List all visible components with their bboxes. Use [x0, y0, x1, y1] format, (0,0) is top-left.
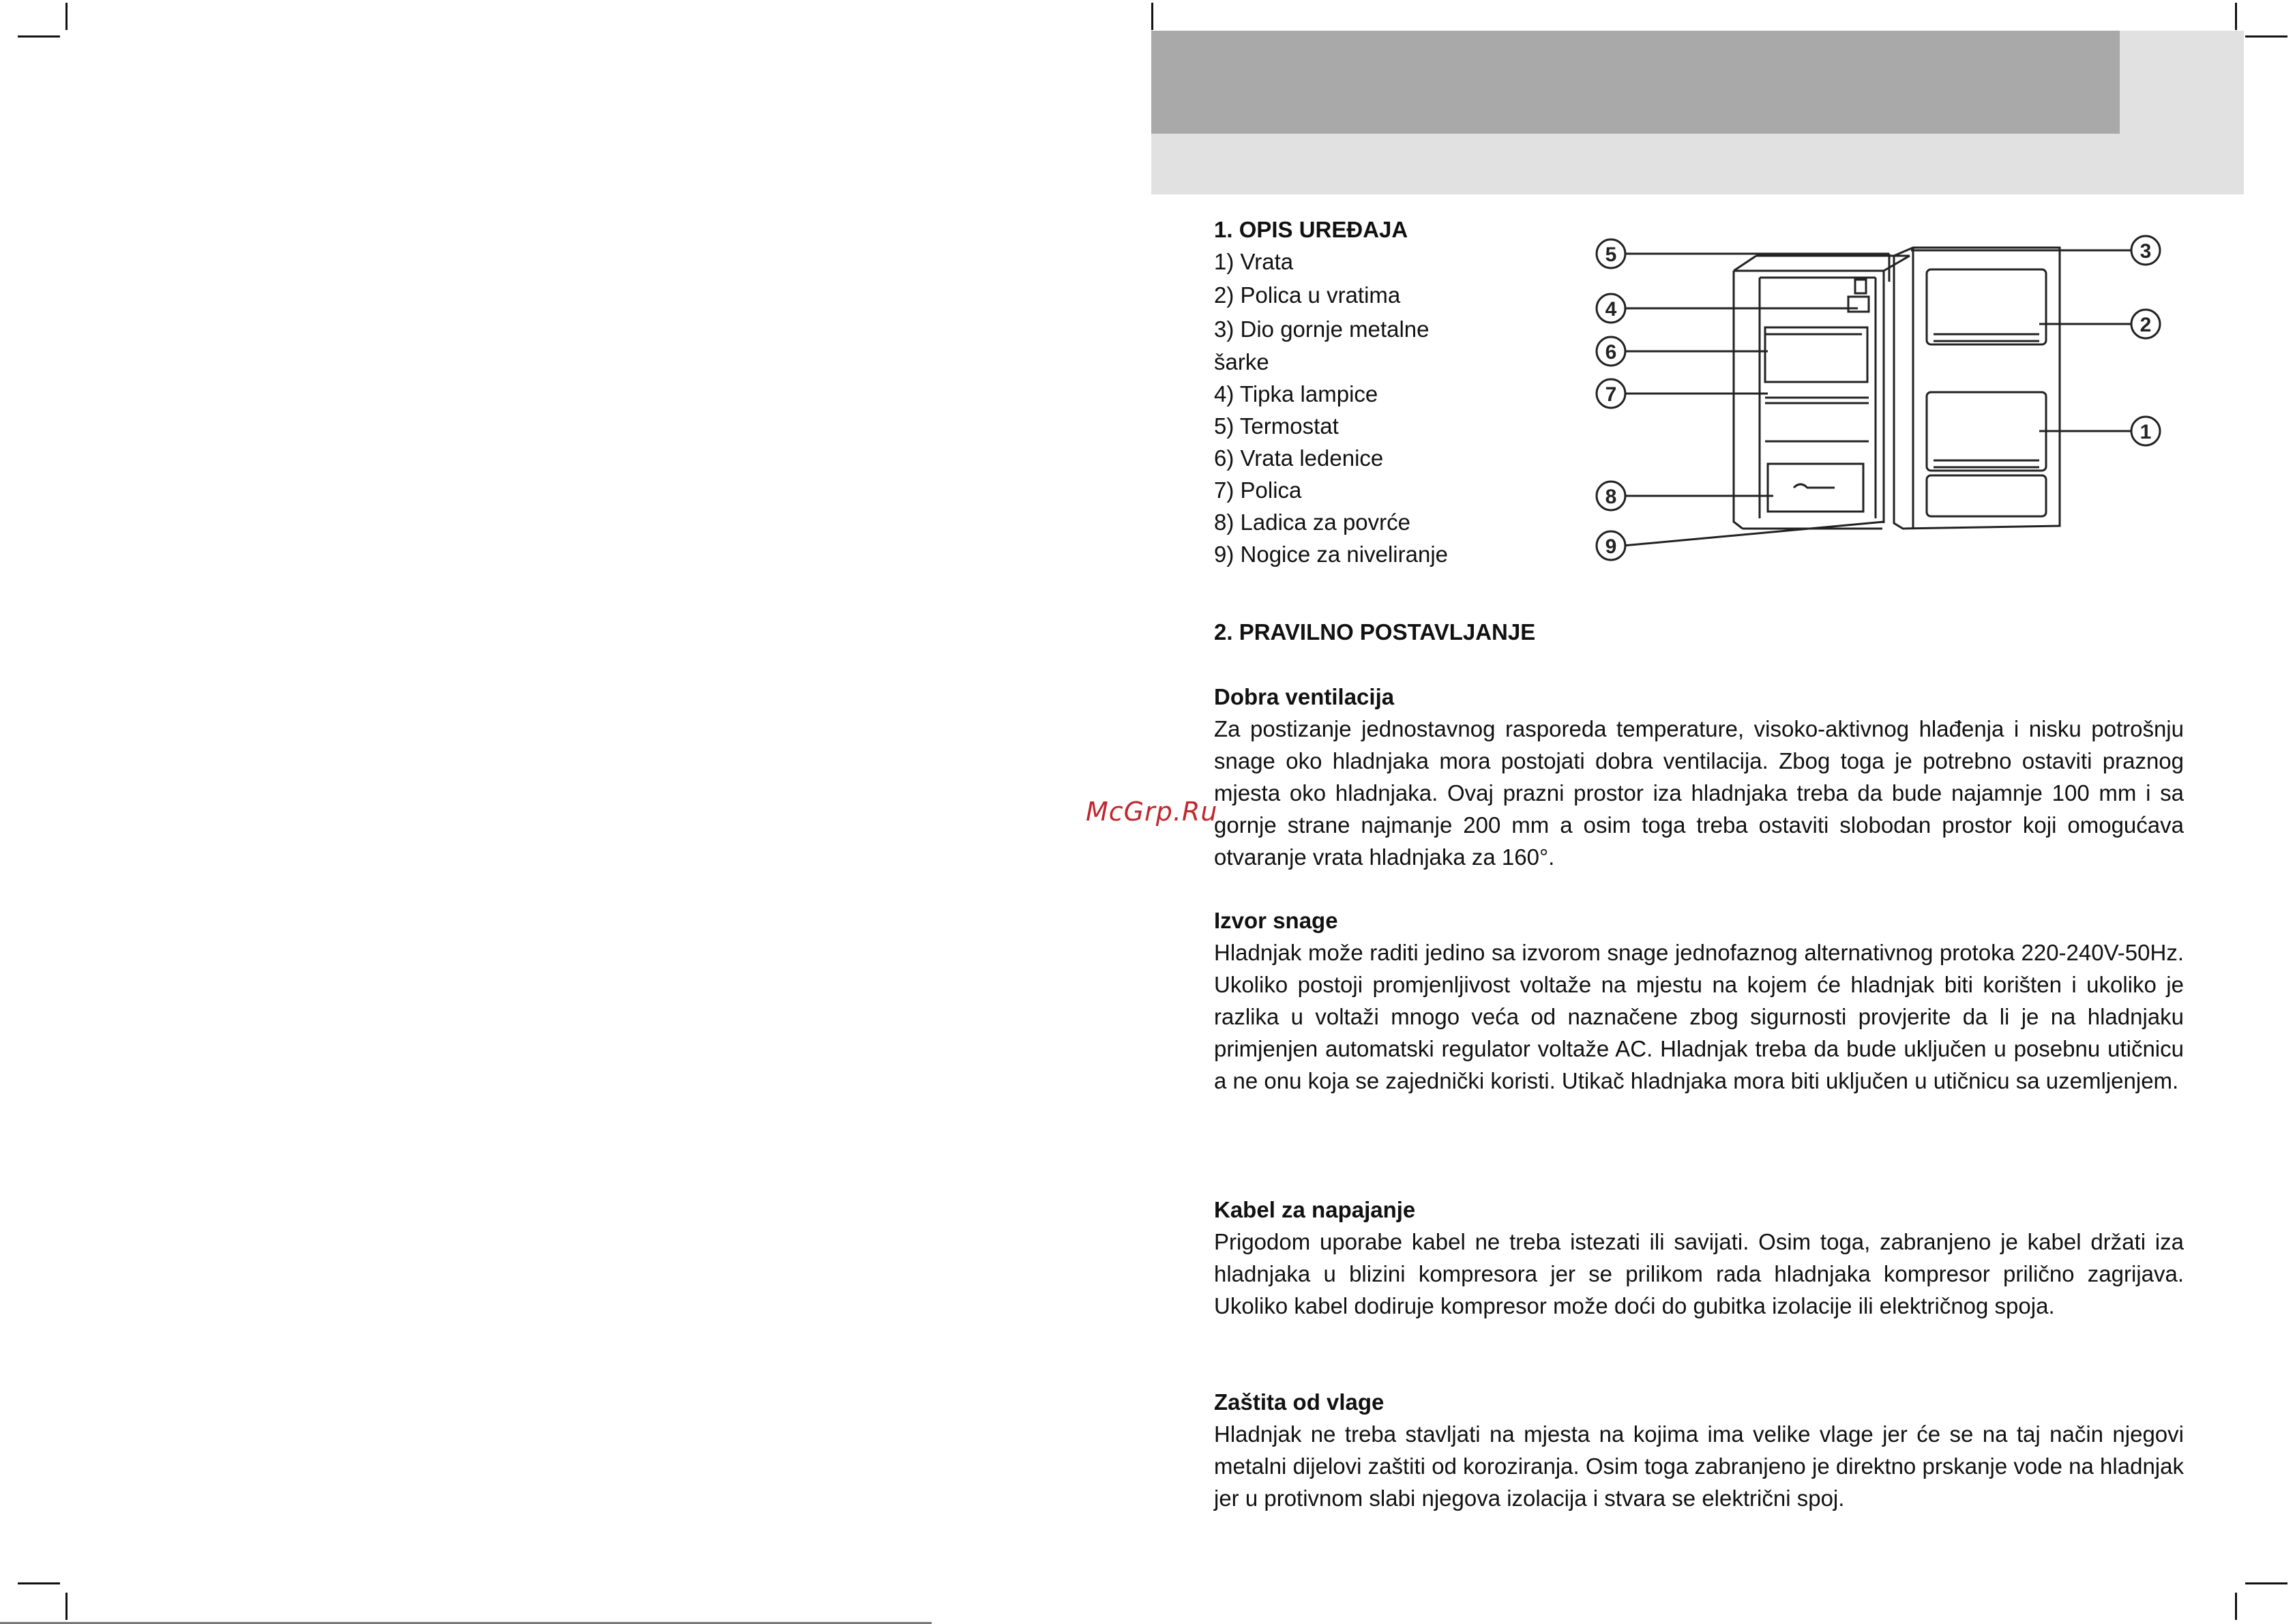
power-text: Hladnjak može raditi jedino sa izvorom snage jednofaznog alternativnog protoka 220-240V-50Hz. Ukoliko postoji promjenljivost voltaže na mjestu na kojem će hladnjak biti korišten i ukoliko je razlika u voltaži mnogo veća od naznačene zbog sigurnosti provjerite da li je na hladnjaku primjenjen automatski regulator voltaže AC. Hladnjak treba da bude uključen u posebnu utičnicu a ne onu koja se zajednički koristi. Utikač hladnjaka mora biti uključen u utičnicu sa uzemljenjem. [1214, 940, 2184, 1093]
diagram-label: 3 [2139, 240, 2152, 263]
crop-mark [65, 3, 68, 30]
crop-mark [2235, 3, 2237, 30]
section-2-title: 2. PRAVILNO POSTAVLJANJE [1214, 619, 1536, 645]
part-item: 7) Polica [1214, 477, 1302, 503]
power-heading: Izvor snage [1214, 908, 1338, 933]
diagram-label: 2 [2139, 314, 2152, 336]
moisture-block [1214, 1386, 2184, 1514]
crop-mark [2235, 1593, 2237, 1620]
crop-mark [65, 1593, 68, 1620]
diagram-label: 5 [1605, 243, 1617, 266]
section-1-title: 1. OPIS UREĐAJA [1214, 217, 1408, 242]
watermark: McGrp.Ru [1086, 797, 1218, 827]
header-band-dark [1151, 31, 2120, 134]
cable-text: Prigodom uporabe kabel ne treba istezati ili savijati. Osim toga, zabranjeno je kabel držati iza hladnjaka u blizini kompresora jer se prilikom rada hladnjaka kompresor prilično zagrijava. Ukoliko kabel dodiruje kompresor može doći do gubitka izolacije ili električnog spoja. [1214, 1229, 2184, 1318]
ventilation-block [1214, 681, 2184, 873]
crop-mark [2245, 35, 2287, 38]
diagram-label: 7 [1605, 383, 1617, 406]
part-item: 2) Polica u vratima [1214, 282, 1401, 308]
part-item: 8) Ladica za povrće [1214, 510, 1410, 535]
part-item: 5) Termostat [1214, 413, 1339, 439]
part-item: 6) Vrata ledenice [1214, 445, 1384, 471]
crop-mark [18, 35, 60, 38]
power-block [1214, 904, 2184, 1097]
moisture-heading: Zaštita od vlage [1214, 1389, 1385, 1415]
cable-block [1214, 1194, 2184, 1322]
crop-mark [1151, 3, 1153, 30]
part-item: šarke [1214, 349, 1269, 374]
cable-heading: Kabel za napajanje [1214, 1197, 1416, 1222]
part-item: 1) Vrata [1214, 249, 1294, 274]
diagram-label: 9 [1605, 535, 1617, 558]
moisture-text: Hladnjak ne treba stavljati na mjesta na kojima ima velike vlage jer će se na taj način njegovi metalni dijelovi zaštiti od koroziranja. Osim toga zabranjeno je direktno prskanje vode na hladnjak jer u protivnom slabi njegova izolacija i stvara se električni spoj. [1214, 1421, 2184, 1511]
parts-list [1214, 213, 1582, 570]
crop-mark [18, 1582, 60, 1584]
diagram-label: 8 [1605, 486, 1617, 508]
part-item: 9) Nogice za niveliranje [1214, 542, 1449, 567]
ventilation-text: Za postizanje jednostavnog rasporeda temperature, visoko-aktivnog hlađenja i nisku potrošnju snage oko hladnjaka mora postojati dobra ventilacija. Zbog toga je potrebno ostaviti praznog mjesta oko hladnjaka. Ovaj prazni prostor iza hladnjaka treba da bude najamnje 100 mm i sa gornje strane najmanje 200 mm a osim toga treba ostaviti slobodan prostor koji omogućava otvaranje vrata hladnjaka za 160°. [1214, 716, 2184, 870]
ventilation-heading: Dobra ventilacija [1214, 684, 1395, 709]
fridge-diagram [1589, 228, 2176, 570]
diagram-label: 6 [1605, 341, 1617, 364]
diagram-label: 1 [2139, 421, 2152, 443]
crop-mark [2245, 1582, 2287, 1584]
part-item: 4) Tipka lampice [1214, 381, 1378, 407]
part-item: 3) Dio gornje metalne [1214, 316, 1430, 342]
diagram-label: 4 [1605, 298, 1617, 321]
